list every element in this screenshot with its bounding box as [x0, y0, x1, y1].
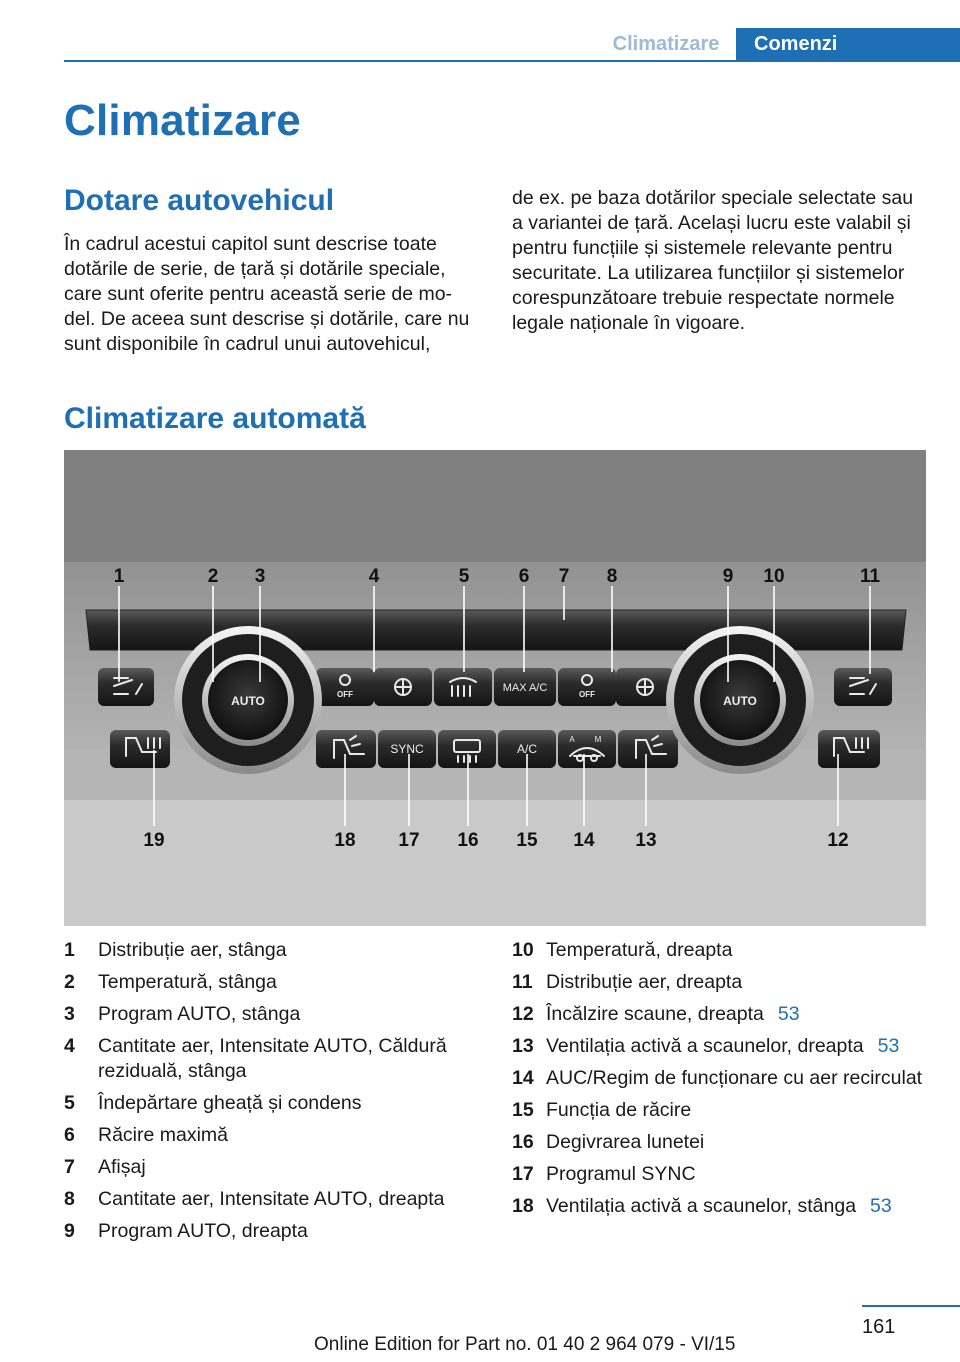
callout-number: 1 — [113, 566, 125, 587]
legend-number: 9 — [64, 1220, 75, 1242]
legend-text — [546, 1130, 926, 1155]
legend-text — [546, 1002, 926, 1027]
header-section-tab[interactable]: Climatizare — [612, 33, 720, 55]
legend-text-label: Distribuție aer, stânga — [98, 939, 287, 961]
callout-number: 15 — [516, 830, 538, 851]
intro-heading: Dotare autovehicul — [64, 184, 335, 217]
intro-paragraph-right: de ex. pe baza dotărilor speciale selectate sau a variantei de țară. Același lucru este valabil și pentru funcțiile și sistemele relevante pentru securitate. La utilizarea funcțiilor și sistemelor corespunzătoare trebuie respectate normele legale naționale în vigoare. — [512, 187, 914, 334]
section-heading: Climatizare automată — [64, 402, 366, 435]
legend-number: 12 — [512, 1003, 534, 1025]
legend-number: 17 — [512, 1163, 534, 1185]
callout-number: 8 — [606, 566, 618, 587]
legend-text — [98, 1123, 464, 1148]
legend-text-label: Afișaj — [98, 1156, 146, 1178]
legend-number: 13 — [512, 1035, 534, 1057]
seat-ventilation-left-button[interactable] — [316, 730, 376, 768]
legend-text — [546, 938, 926, 963]
legend-item — [64, 938, 464, 963]
legend-item — [64, 1034, 464, 1084]
fan-off-right-button[interactable] — [558, 668, 616, 706]
legend-number: 6 — [64, 1124, 75, 1146]
fan-left-icon — [395, 679, 411, 695]
callout-number: 2 — [207, 566, 219, 587]
legend-text-label: Cantitate aer, Intensitate AUTO, dreapta — [98, 1188, 445, 1210]
legend-item — [64, 1002, 464, 1027]
legend-text-label: Program AUTO, dreapta — [98, 1220, 308, 1242]
callout-number: 14 — [573, 830, 595, 851]
legend-text — [546, 1194, 926, 1219]
callout-number: 10 — [763, 566, 785, 587]
edition-line: Online Edition for Part no. 01 40 2 964 079 - VI/15 — [314, 1334, 736, 1355]
callout-number: 19 — [143, 830, 165, 851]
auc-m-label: M — [594, 735, 602, 744]
auc-a-label: A — [569, 735, 575, 744]
callout-number: 3 — [254, 566, 266, 587]
page-reference-link[interactable]: 53 — [877, 1035, 900, 1057]
off-right-label: OFF — [579, 690, 595, 699]
callout-number: 7 — [558, 566, 570, 587]
legend-text — [546, 1098, 926, 1123]
legend-item — [512, 1066, 926, 1091]
legend-left-list — [64, 938, 464, 1251]
legend-number: 7 — [64, 1156, 75, 1178]
legend-text-label: Funcția de răcire — [546, 1099, 692, 1121]
legend-right-list — [512, 938, 926, 1226]
legend-number: 1 — [64, 939, 75, 961]
legend-number: 3 — [64, 1003, 75, 1025]
off-left-label: OFF — [337, 690, 353, 699]
legend-text-label: Degivrarea lunetei — [546, 1131, 705, 1153]
legend-item — [64, 1187, 464, 1212]
air-distribution-left-button[interactable] — [98, 668, 154, 706]
legend-text — [98, 1091, 464, 1116]
climate-control-figure — [64, 450, 926, 926]
legend-item — [64, 1219, 464, 1244]
seat-ventilation-right-button[interactable] — [618, 730, 678, 768]
legend-item — [512, 970, 926, 995]
legend-text-label: Răcire maximă — [98, 1124, 229, 1146]
max-ac-label: MAX A/C — [502, 682, 548, 694]
legend-text-label: Cantitate aer, Intensitate AUTO, Căldură reziduală, stânga — [98, 1035, 447, 1082]
legend-text — [98, 938, 464, 963]
air-distribution-right-button[interactable] — [834, 668, 892, 706]
callout-number: 4 — [368, 566, 380, 587]
callout-number: 5 — [458, 566, 470, 587]
legend-item — [64, 1091, 464, 1116]
legend-text-label: Temperatură, stânga — [98, 971, 277, 993]
page-number: 161 — [862, 1316, 896, 1338]
page-reference-link[interactable]: 53 — [777, 1003, 800, 1025]
rear-defrost-button[interactable] — [438, 730, 496, 768]
legend-text — [546, 1066, 926, 1091]
footer-rule — [862, 1305, 960, 1307]
legend-text — [546, 1034, 926, 1059]
callout-number: 16 — [457, 830, 479, 851]
callout-number: 12 — [827, 830, 849, 851]
callout-number: 18 — [334, 830, 356, 851]
legend-item — [512, 1034, 926, 1059]
legend-number: 5 — [64, 1092, 75, 1114]
legend-text — [98, 1002, 464, 1027]
auto-left-label: AUTO — [231, 694, 265, 708]
legend-item — [512, 1162, 926, 1187]
legend-number: 10 — [512, 939, 534, 961]
header-rule — [64, 60, 960, 62]
legend-text-label: Îndepărtare gheață și condens — [98, 1092, 362, 1114]
legend-item — [512, 1130, 926, 1155]
callout-number: 6 — [518, 566, 530, 587]
legend-text — [98, 1155, 464, 1180]
callout-number: 9 — [722, 566, 734, 587]
page-title: Climatizare — [64, 96, 301, 145]
page-reference-link[interactable]: 53 — [870, 1195, 892, 1217]
callout-number: 13 — [635, 830, 657, 851]
legend-number: 4 — [64, 1035, 75, 1057]
legend-item — [64, 1123, 464, 1148]
legend-text-label: Încălzire scaune, dreapta — [546, 1003, 764, 1025]
callout-number: 11 — [859, 566, 881, 587]
legend-number: 15 — [512, 1099, 534, 1121]
fan-right-icon — [637, 679, 653, 695]
fan-off-left-button[interactable] — [316, 668, 374, 706]
legend-text — [98, 1187, 464, 1212]
legend-text — [98, 970, 464, 995]
legend-number: 11 — [512, 971, 533, 993]
legend-number: 16 — [512, 1131, 534, 1153]
legend-item — [64, 970, 464, 995]
legend-text-label: Program AUTO, stânga — [98, 1003, 301, 1025]
callout-number: 17 — [398, 830, 420, 851]
legend-text-label: Programul SYNC — [546, 1163, 696, 1185]
legend-text — [98, 1034, 464, 1084]
header-chapter-tab[interactable]: Comenzi — [736, 28, 960, 60]
legend-number: 14 — [512, 1067, 534, 1089]
legend-number: 2 — [64, 971, 75, 993]
climate-panel-illustration — [64, 450, 926, 926]
legend-item — [512, 1002, 926, 1027]
legend-text-label: Ventilația activă a scaunelor, stânga — [546, 1195, 857, 1217]
legend-item — [512, 1098, 926, 1123]
legend-text — [546, 1162, 926, 1187]
legend-text-label: Ventilația activă a scaunelor, dreapta — [546, 1035, 864, 1057]
legend-item — [64, 1155, 464, 1180]
ac-label: A/C — [516, 742, 538, 756]
legend-text-label: Temperatură, dreapta — [546, 939, 733, 961]
legend-text — [546, 970, 926, 995]
legend-text-label: Distribuție aer, dreapta — [546, 971, 743, 993]
legend-item — [512, 938, 926, 963]
legend-text-label: AUC/Regim de funcționare cu aer recirculat — [546, 1067, 923, 1089]
legend-text — [98, 1219, 464, 1244]
intro-paragraph-left: În cadrul acestui capitol sunt descrise toate dotările de serie, de țară și dotările speciale, care sunt oferite pentru această serie de model. De aceea sunt descrise și dotările, care nu sunt disponibile în cadrul unui autovehicul, — [64, 233, 470, 355]
legend-item — [512, 1194, 926, 1219]
sync-label: SYNC — [390, 742, 424, 756]
legend-number: 8 — [64, 1188, 75, 1210]
legend-number: 18 — [512, 1195, 534, 1217]
auto-right-label: AUTO — [723, 694, 757, 708]
